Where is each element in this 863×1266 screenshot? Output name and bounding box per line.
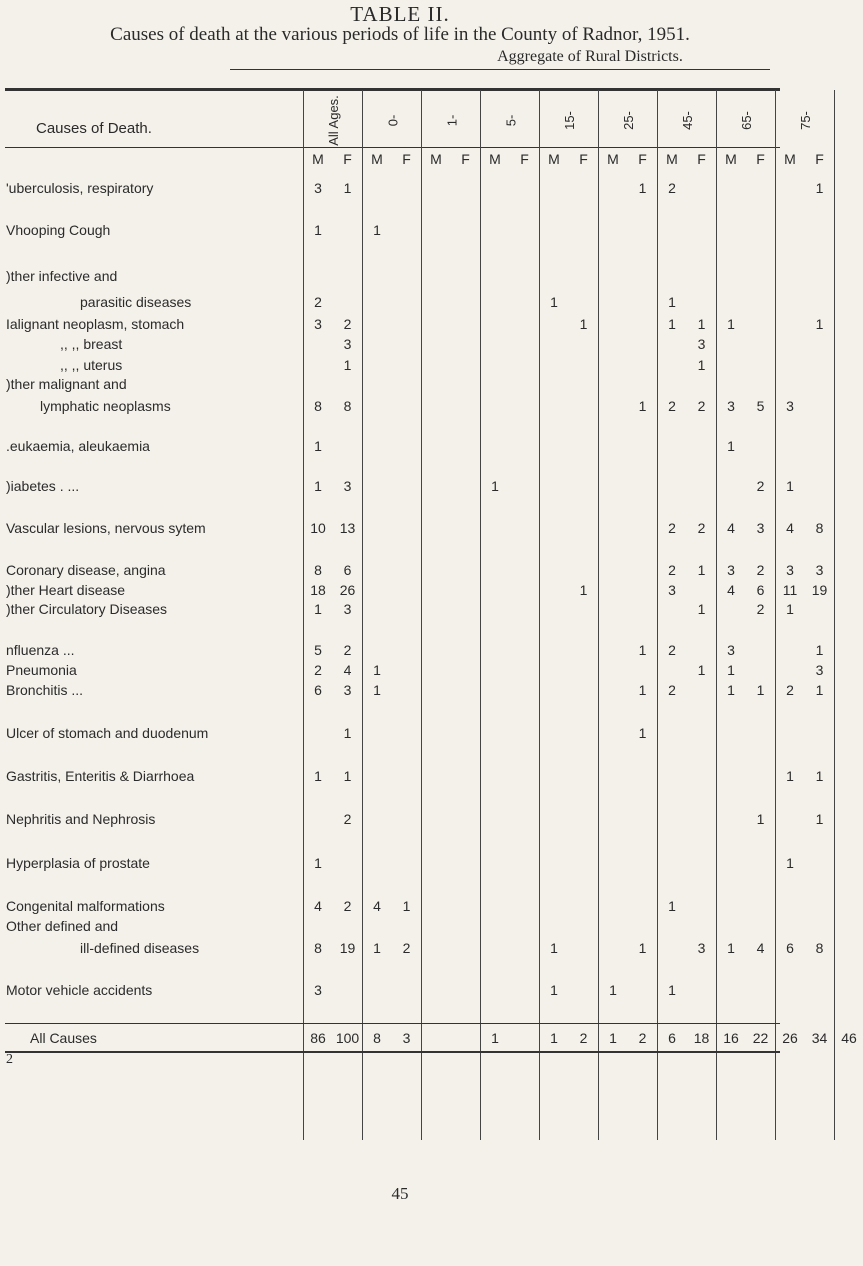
table-cell: 18 bbox=[310, 582, 326, 598]
table-cell: 1 bbox=[638, 940, 647, 956]
table-cell: 2 bbox=[314, 662, 322, 678]
table-cell: 1 bbox=[343, 725, 352, 741]
table-cell: 2 bbox=[756, 562, 765, 578]
table-cell: 1 bbox=[638, 180, 647, 196]
page-number: 45 bbox=[391, 1184, 409, 1203]
sex-header: M bbox=[312, 151, 324, 167]
table-cell: 1 bbox=[815, 316, 824, 332]
table-cell: 8 bbox=[373, 1030, 381, 1046]
table-cell: 1 bbox=[638, 642, 647, 658]
row-label: ,, ,, breast bbox=[60, 336, 123, 352]
table-cell: 19 bbox=[339, 940, 356, 956]
row-label: Ialignant neoplasm, stomach bbox=[6, 316, 185, 332]
sex-header: F bbox=[520, 151, 529, 167]
table-cell: 1 bbox=[786, 768, 794, 784]
table-cell: 1 bbox=[786, 478, 794, 494]
table-cell: 2 bbox=[756, 601, 765, 617]
row-label: parasitic diseases bbox=[80, 294, 192, 310]
table-cell: 19 bbox=[811, 582, 828, 598]
table-cell: 3 bbox=[697, 336, 706, 352]
age-group-label: All Ages. bbox=[326, 94, 342, 146]
table-cell: 2 bbox=[668, 682, 676, 698]
table-cell: 2 bbox=[756, 478, 765, 494]
table-cell: 1 bbox=[756, 811, 765, 827]
table-cell: 1 bbox=[550, 294, 558, 310]
row-label: )ther Circulatory Diseases bbox=[6, 601, 168, 617]
row-label: )ther malignant and bbox=[6, 376, 127, 392]
table-cell: 2 bbox=[697, 520, 706, 536]
row-label: .eukaemia, aleukaemia bbox=[6, 438, 150, 454]
table-bottom-rule bbox=[5, 1051, 780, 1053]
table-cell: 6 bbox=[668, 1030, 676, 1046]
row-label: Congenital malformations bbox=[6, 898, 165, 914]
table-cell: 8 bbox=[343, 398, 352, 414]
table-cell: 1 bbox=[668, 294, 676, 310]
table-cell: 4 bbox=[756, 940, 765, 956]
sex-header: F bbox=[579, 151, 588, 167]
table-cell: 1 bbox=[727, 940, 735, 956]
table-cell: 11 bbox=[782, 582, 798, 598]
table-cell: 1 bbox=[668, 898, 676, 914]
page-title: TABLE II. bbox=[350, 2, 450, 26]
table-cell: 1 bbox=[638, 682, 647, 698]
table-cell: 1 bbox=[402, 898, 411, 914]
table-cell: 1 bbox=[815, 768, 824, 784]
table-cell: 4 bbox=[727, 520, 735, 536]
table-cell: 1 bbox=[638, 398, 647, 414]
sex-header: F bbox=[638, 151, 647, 167]
table-cell: 1 bbox=[727, 438, 735, 454]
row-label: Motor vehicle accidents bbox=[6, 982, 153, 998]
table-cell: 2 bbox=[668, 642, 676, 658]
table-cell: 3 bbox=[343, 478, 352, 494]
table-cell: 1 bbox=[727, 662, 735, 678]
table-cell: 3 bbox=[697, 940, 706, 956]
table-cell: 2 bbox=[343, 898, 352, 914]
page-subtitle: Causes of death at the various periods of life in the County of Radnor, 1951. bbox=[110, 24, 690, 45]
table-cell: 6 bbox=[786, 940, 794, 956]
sex-header: M bbox=[725, 151, 737, 167]
table-cell: 3 bbox=[314, 982, 322, 998]
table-cell: 3 bbox=[727, 642, 735, 658]
table-cell: 1 bbox=[638, 725, 647, 741]
table-cell: 8 bbox=[815, 520, 824, 536]
table-cell: 3 bbox=[668, 582, 676, 598]
table-cell: 3 bbox=[343, 682, 352, 698]
column-divider bbox=[834, 90, 835, 1140]
table-cell: 22 bbox=[752, 1030, 769, 1046]
table-cell: 1 bbox=[314, 601, 322, 617]
table-cell: 1 bbox=[491, 1030, 499, 1046]
table-cell: 4 bbox=[727, 582, 735, 598]
table-cell: 1 bbox=[815, 682, 824, 698]
table-cell: 1 bbox=[314, 222, 322, 238]
table-cell: 34 bbox=[811, 1030, 828, 1046]
table-cell: 3 bbox=[815, 662, 824, 678]
table-cell: 3 bbox=[343, 601, 352, 617]
table-cell: 3 bbox=[756, 520, 765, 536]
table-cell: 1 bbox=[550, 1030, 558, 1046]
row-label: All Causes bbox=[30, 1030, 97, 1046]
table-cell: 1 bbox=[609, 1030, 617, 1046]
table-cell: 1 bbox=[314, 768, 322, 784]
sex-header: F bbox=[343, 151, 352, 167]
row-label: Vascular lesions, nervous sytem bbox=[6, 520, 206, 536]
table-cell: 3 bbox=[815, 562, 824, 578]
table-cell: 10 bbox=[310, 520, 326, 536]
row-label: )ther infective and bbox=[6, 268, 118, 284]
row-label: )iabetes . ... bbox=[6, 478, 80, 494]
table-cell: 1 bbox=[579, 316, 588, 332]
table-cell: 3 bbox=[786, 398, 794, 414]
row-label: Coronary disease, angina bbox=[6, 562, 166, 578]
table-cell: 1 bbox=[579, 582, 588, 598]
row-label: Other defined and bbox=[6, 918, 119, 934]
table-cell: 1 bbox=[756, 682, 765, 698]
table-cell: 1 bbox=[314, 478, 322, 494]
table-cell: 1 bbox=[727, 316, 735, 332]
row-label: Vhooping Cough bbox=[6, 222, 111, 238]
table-cell: 2 bbox=[402, 940, 411, 956]
table-cell: 1 bbox=[343, 180, 352, 196]
sex-header: F bbox=[402, 151, 411, 167]
causes-header: Causes of Death. bbox=[36, 120, 152, 137]
table-cell: 1 bbox=[343, 357, 352, 373]
table-cell: 1 bbox=[491, 478, 499, 494]
table-cell: 1 bbox=[727, 682, 735, 698]
table-cell: 4 bbox=[373, 898, 381, 914]
table-cell: 1 bbox=[786, 601, 794, 617]
table-cell: 8 bbox=[314, 562, 322, 578]
table-cell: 1 bbox=[815, 811, 824, 827]
table-cell: 3 bbox=[314, 180, 322, 196]
sex-header: M bbox=[489, 151, 501, 167]
table-cell: 1 bbox=[668, 316, 676, 332]
table-cell: 2 bbox=[343, 642, 352, 658]
sex-header: M bbox=[548, 151, 560, 167]
table-cell: 1 bbox=[697, 316, 706, 332]
table-cell: 3 bbox=[727, 398, 735, 414]
table-cell: 1 bbox=[314, 855, 322, 871]
row-label: ill-defined diseases bbox=[80, 940, 200, 956]
table-cell: 1 bbox=[314, 438, 322, 454]
table-cell: 1 bbox=[668, 982, 676, 998]
table-cell: 8 bbox=[815, 940, 824, 956]
sex-header: F bbox=[815, 151, 824, 167]
table-cell: 4 bbox=[786, 520, 794, 536]
table-cell: 1 bbox=[697, 601, 706, 617]
table-cell: 2 bbox=[668, 520, 676, 536]
table-cell: 4 bbox=[343, 662, 352, 678]
table-cell: 8 bbox=[314, 940, 322, 956]
table-cell: 6 bbox=[314, 682, 322, 698]
totals-rule bbox=[5, 1023, 780, 1024]
table-cell: 2 bbox=[638, 1030, 647, 1046]
table-cell: 1 bbox=[786, 855, 794, 871]
sex-header: M bbox=[666, 151, 678, 167]
table-cell: 1 bbox=[609, 982, 617, 998]
table-cell: 1 bbox=[373, 682, 381, 698]
row-label: Ulcer of stomach and duodenum bbox=[6, 725, 209, 741]
table-cell: 6 bbox=[756, 582, 765, 598]
row-label: )ther Heart disease bbox=[6, 582, 126, 598]
age-group-label: 65- bbox=[739, 110, 755, 130]
table-cell: 26 bbox=[782, 1030, 798, 1046]
row-label: Pneumonia bbox=[6, 662, 77, 678]
table-cell: 1 bbox=[815, 642, 824, 658]
table-cell: 2 bbox=[668, 180, 676, 196]
sex-header: M bbox=[607, 151, 619, 167]
age-group-label: 45- bbox=[680, 110, 696, 130]
sex-header: F bbox=[461, 151, 470, 167]
table-cell: 3 bbox=[727, 562, 735, 578]
sex-header: F bbox=[697, 151, 706, 167]
table-cell: 1 bbox=[697, 357, 706, 373]
table-cell: 1 bbox=[373, 662, 381, 678]
table-cell: 2 bbox=[786, 682, 794, 698]
row-label: Hyperplasia of prostate bbox=[6, 855, 150, 871]
table-cell: 1 bbox=[697, 562, 706, 578]
table-cell: 3 bbox=[402, 1030, 411, 1046]
sex-header: M bbox=[371, 151, 383, 167]
table-cell: 2 bbox=[668, 398, 676, 414]
row-label: ,, ,, uterus bbox=[60, 357, 123, 373]
table-cell: 26 bbox=[339, 582, 356, 598]
table-cell: 13 bbox=[339, 520, 356, 536]
table-cell: 1 bbox=[550, 940, 558, 956]
table-cell: 6 bbox=[343, 562, 352, 578]
table-cell: 100 bbox=[335, 1030, 360, 1046]
table-cell: 86 bbox=[310, 1030, 326, 1046]
age-group-label: 25- bbox=[621, 110, 637, 130]
table-cell: 2 bbox=[668, 562, 676, 578]
table-cell: 1 bbox=[373, 940, 381, 956]
age-group-label: 0- bbox=[385, 114, 401, 126]
table-cell: 5 bbox=[756, 398, 765, 414]
table-cell: 18 bbox=[693, 1030, 710, 1046]
table-cell: 2 bbox=[343, 316, 352, 332]
row-label: Bronchitis ... bbox=[6, 682, 84, 698]
table-cell: 2 bbox=[697, 398, 706, 414]
table-cell: 1 bbox=[697, 662, 706, 678]
row-label: Gastritis, Enteritis & Diarrhoea bbox=[6, 768, 195, 784]
table-cell: 1 bbox=[373, 222, 381, 238]
table-cell: 4 bbox=[314, 898, 322, 914]
age-group-label: 1- bbox=[444, 114, 460, 126]
table-cell: 5 bbox=[314, 642, 322, 658]
age-group-label: 15- bbox=[562, 110, 578, 130]
age-group-label: 75- bbox=[798, 110, 814, 130]
sex-header: F bbox=[756, 151, 765, 167]
row-label: 'uberculosis, respiratory bbox=[6, 180, 154, 196]
table-cell: 1 bbox=[815, 180, 824, 196]
row-label: lymphatic neoplasms bbox=[40, 398, 171, 414]
sex-header: M bbox=[784, 151, 796, 167]
table-cell: 3 bbox=[314, 316, 322, 332]
table-cell: 2 bbox=[343, 811, 352, 827]
table-cell: 46 bbox=[841, 1030, 857, 1046]
table-cell: 2 bbox=[579, 1030, 588, 1046]
table-cell: 8 bbox=[314, 398, 322, 414]
age-group-label: 5- bbox=[503, 114, 519, 126]
row-label: Nephritis and Nephrosis bbox=[6, 811, 156, 827]
row-label: nfluenza ... bbox=[6, 642, 75, 658]
edge-mark: 2 bbox=[6, 1052, 13, 1067]
table-cell: 3 bbox=[343, 336, 352, 352]
sex-header: M bbox=[430, 151, 442, 167]
table-cell: 16 bbox=[723, 1030, 739, 1046]
table-cell: 2 bbox=[314, 294, 322, 310]
table-cell: 1 bbox=[550, 982, 558, 998]
table-cell: 1 bbox=[343, 768, 352, 784]
page-caption: Aggregate of Rural Districts. bbox=[497, 48, 683, 65]
table-cell: 3 bbox=[786, 562, 794, 578]
